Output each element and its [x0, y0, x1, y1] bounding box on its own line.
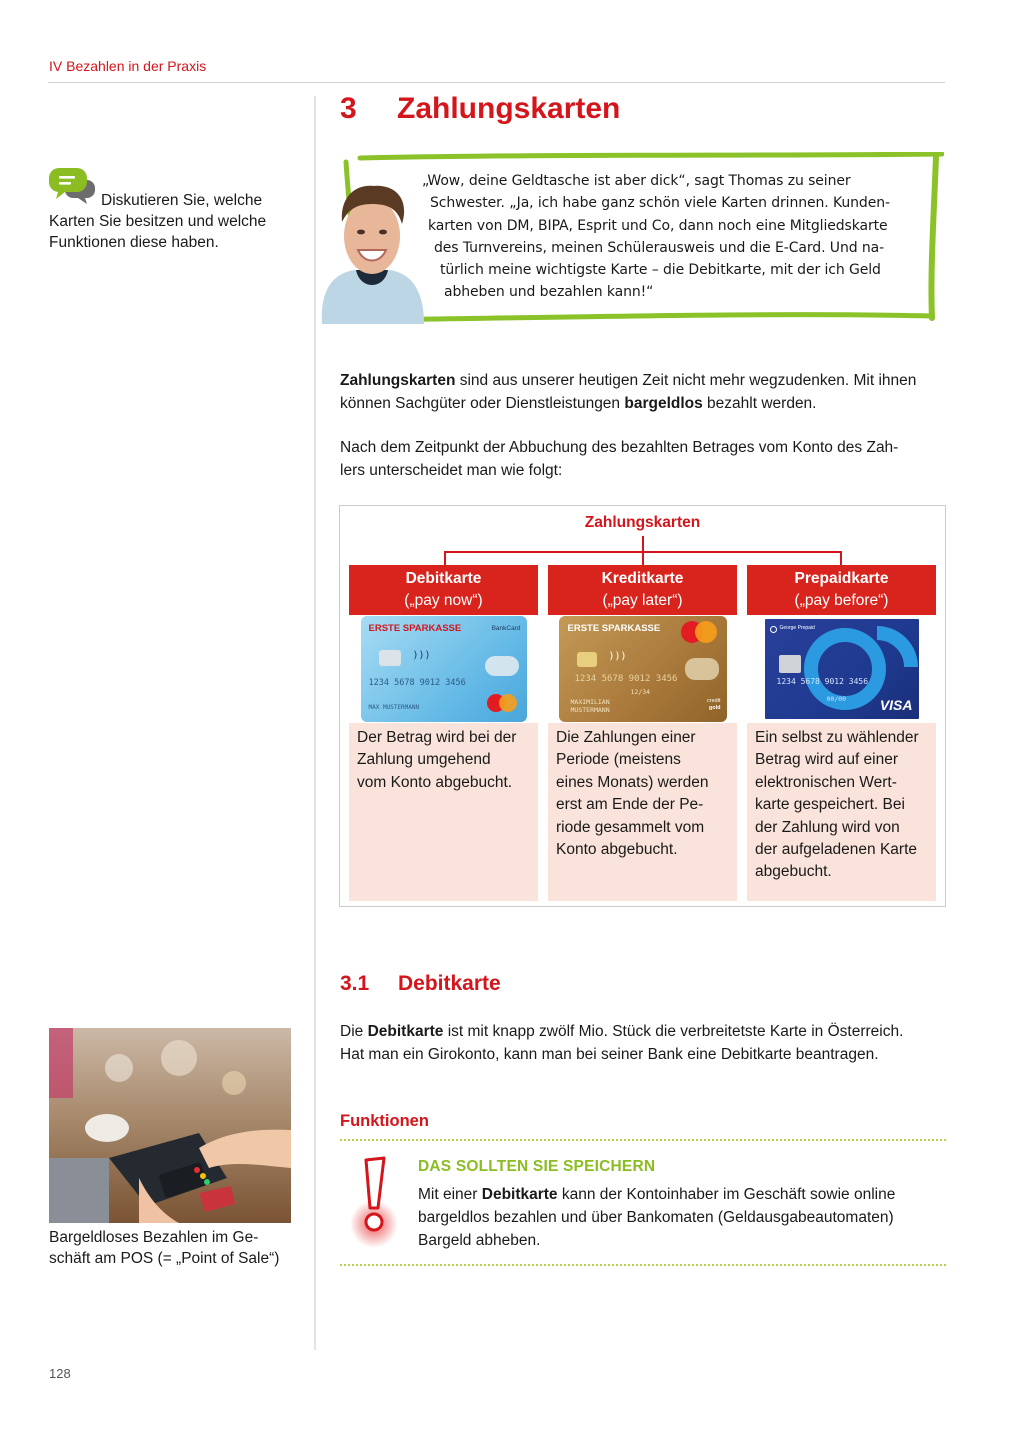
column-description [349, 723, 538, 901]
card-expiry: 12/34 [630, 688, 651, 696]
term-bargeldlos: bargeldlos [624, 395, 703, 412]
text-line: bargeldlos bezahlen und über Bankomaten (Geldausgabeautomaten) [418, 1209, 894, 1226]
column-title: Prepaidkarte [794, 570, 889, 587]
diagram-column-debitkarte [349, 565, 538, 901]
column-description [548, 723, 737, 901]
chapter-title: Zahlungskarten [397, 92, 621, 125]
card-number: 1234 5678 9012 3456 [574, 674, 678, 684]
holder-line: MUSTERMANN [570, 706, 610, 714]
column-subtitle: („pay later“) [602, 592, 683, 609]
photo-caption [49, 1227, 299, 1269]
functions-heading: Funktionen [340, 1112, 429, 1130]
quote-line: türlich meine wichtigste Karte – die Debitkarte, mit der ich Geld [440, 262, 881, 279]
contactless-icon: ))) [608, 651, 627, 662]
text-line: Hat man ein Girokonto, kann man bei seiner Bank eine Debitkarte beantragen. [340, 1046, 879, 1063]
chapter-number: 3 [340, 92, 357, 125]
tier-line: credit [707, 698, 721, 704]
desc-line: elektronischen Wert- [755, 773, 897, 791]
card-slot [349, 615, 538, 723]
quote-text [418, 170, 918, 304]
text-span: Mit einer [418, 1186, 482, 1203]
chip-icon [379, 650, 401, 666]
quote-line: des Turnvereins, meinen Schülerausweis und die E-Card. Und na- [434, 239, 885, 256]
hologram [685, 658, 719, 680]
desc-line: erst am Ende der Pe- [556, 796, 704, 814]
diagram-column-prepaidkarte [747, 565, 936, 901]
desc-line: Betrag wird auf einer [755, 751, 899, 769]
holder-line: MAXIMILIAN [570, 698, 610, 706]
chapter-heading [340, 92, 620, 126]
term-debitkarte: Debitkarte [481, 1186, 558, 1203]
desc-line: eines Monats) werden [556, 773, 709, 791]
quote-line: Schwester. „Ja, ich habe ganz schön viele Karten drinnen. Kunden- [430, 195, 890, 212]
header-rule [48, 82, 945, 83]
text-line: Bargeld abheben. [418, 1232, 541, 1249]
quote-line: karten von DM, BIPA, Esprit und Co, dann noch eine Mitgliedskarte [428, 217, 888, 234]
diagram-column-kreditkarte [548, 565, 737, 901]
dotted-divider [340, 1139, 946, 1141]
connector-line [840, 551, 842, 565]
connector-line [444, 551, 446, 565]
card-tier [707, 698, 720, 712]
card-slot [548, 615, 737, 723]
column-header [548, 565, 737, 615]
section-heading [340, 972, 501, 996]
tier-line: gold [708, 705, 721, 711]
caption-line: schäft am POS (= „Point of Sale“) [49, 1250, 280, 1267]
card-bank: ERSTE SPARKASSE [368, 623, 462, 634]
chip-icon [779, 655, 801, 673]
george-logo-icon [770, 626, 777, 633]
card-holder: MAX MUSTERMANN [368, 704, 420, 711]
text-line: lers unterscheidet man wie folgt: [340, 462, 563, 479]
discussion-text: Diskutieren Sie, welche Karten Sie besitzen und welche Funktionen diese haben. [49, 192, 267, 251]
connector-line [642, 551, 644, 565]
card-bank: ERSTE SPARKASSE [567, 623, 661, 634]
column-subtitle: („pay before“) [794, 592, 889, 609]
column-divider [314, 96, 316, 1350]
credit-card-image [559, 616, 727, 722]
running-head: IV Bezahlen in der Praxis [49, 58, 207, 74]
discussion-note [49, 168, 289, 253]
chip-icon [577, 652, 597, 667]
text-span: können Sachgüter oder Dienstleistungen [340, 395, 625, 412]
column-subtitle: („pay now“) [404, 592, 483, 609]
quote-box [338, 152, 944, 322]
column-title: Kreditkarte [601, 570, 684, 587]
term-zahlungskarten: Zahlungskarten [340, 372, 456, 389]
section-number: 3.1 [340, 972, 370, 995]
text-span: sind aus unserer heutigen Zeit nicht mehr wegzudenken. Mit ihnen [455, 372, 917, 389]
debit-card-image [361, 616, 527, 722]
desc-line: Ein selbst zu wählender [755, 729, 919, 746]
card-label: BankCard [491, 625, 521, 632]
dotted-divider [340, 1264, 946, 1266]
card-number: 1234 5678 9012 3456 [368, 678, 466, 688]
desc-line: der aufgeladenen Karte [755, 841, 918, 859]
desc-line: karte gespeichert. Bei [755, 796, 905, 814]
quote-line: abheben und bezahlen kann!“ [444, 284, 654, 301]
card-holder [571, 698, 610, 714]
text-span: kann der Kontoinhaber im Geschäft sowie online [557, 1186, 896, 1203]
section-title: Debitkarte [398, 972, 501, 995]
card-number: 1234 5678 9012 3456 [776, 677, 869, 686]
payment-cards-diagram [339, 505, 946, 907]
prepaid-card-image [765, 619, 919, 719]
text-span: ist mit knapp zwölf Mio. Stück die verbreitetste Karte in Österreich. [443, 1023, 904, 1040]
text-span: bezahlt werden. [702, 395, 817, 412]
quote-line: „Wow, deine Geldtasche ist aber dick“, sagt Thomas zu seiner [422, 173, 851, 189]
term-debitkarte: Debitkarte [367, 1023, 444, 1040]
mastercard-icon-part [499, 694, 517, 712]
intro-paragraph [340, 369, 946, 415]
desc-line: abgebucht. [755, 863, 832, 881]
speech-bubbles-icon [49, 168, 95, 204]
contactless-icon: ))) [412, 650, 431, 661]
desc-line: der Zahlung wird von [755, 818, 900, 836]
memo-text [418, 1183, 948, 1252]
desc-line: Zahlung umgehend [357, 751, 491, 769]
connector-line [642, 536, 644, 552]
debit-badge [485, 656, 519, 676]
desc-line: vom Konto abgebucht. [357, 773, 513, 791]
text-span: Die [340, 1023, 368, 1040]
smiling-teen-portrait [320, 174, 424, 324]
desc-line: Konto abgebucht. [556, 841, 678, 859]
column-title: Debitkarte [405, 570, 482, 587]
mastercard-icon-part [695, 621, 717, 643]
exclamation-icon [348, 1150, 404, 1250]
card-brand: George Prepaid [779, 625, 815, 631]
desc-line: Die Zahlungen einer [556, 729, 696, 746]
column-header [747, 565, 936, 615]
desc-line: Der Betrag wird bei der [357, 729, 517, 746]
card-expiry: 00/00 [826, 695, 847, 703]
diagram-title: Zahlungskarten [584, 514, 701, 531]
pos-terminal-payment-photo [49, 1028, 291, 1223]
page-number: 128 [49, 1366, 71, 1381]
caption-line: Bargeldloses Bezahlen im Ge- [49, 1229, 259, 1246]
text-line: Nach dem Zeitpunkt der Abbuchung des bezahlten Betrages vom Konto des Zah- [340, 439, 899, 456]
desc-line: Periode (meistens [556, 751, 681, 769]
column-description [747, 723, 936, 901]
section-paragraph [340, 1020, 946, 1066]
intro-paragraph-2 [340, 436, 946, 482]
card-slot [747, 615, 936, 723]
memo-title: DAS SOLLTEN SIE SPEICHERN [418, 1158, 656, 1175]
visa-logo: VISA [879, 697, 913, 713]
column-header [349, 565, 538, 615]
desc-line: riode gesammelt vom [556, 818, 705, 836]
